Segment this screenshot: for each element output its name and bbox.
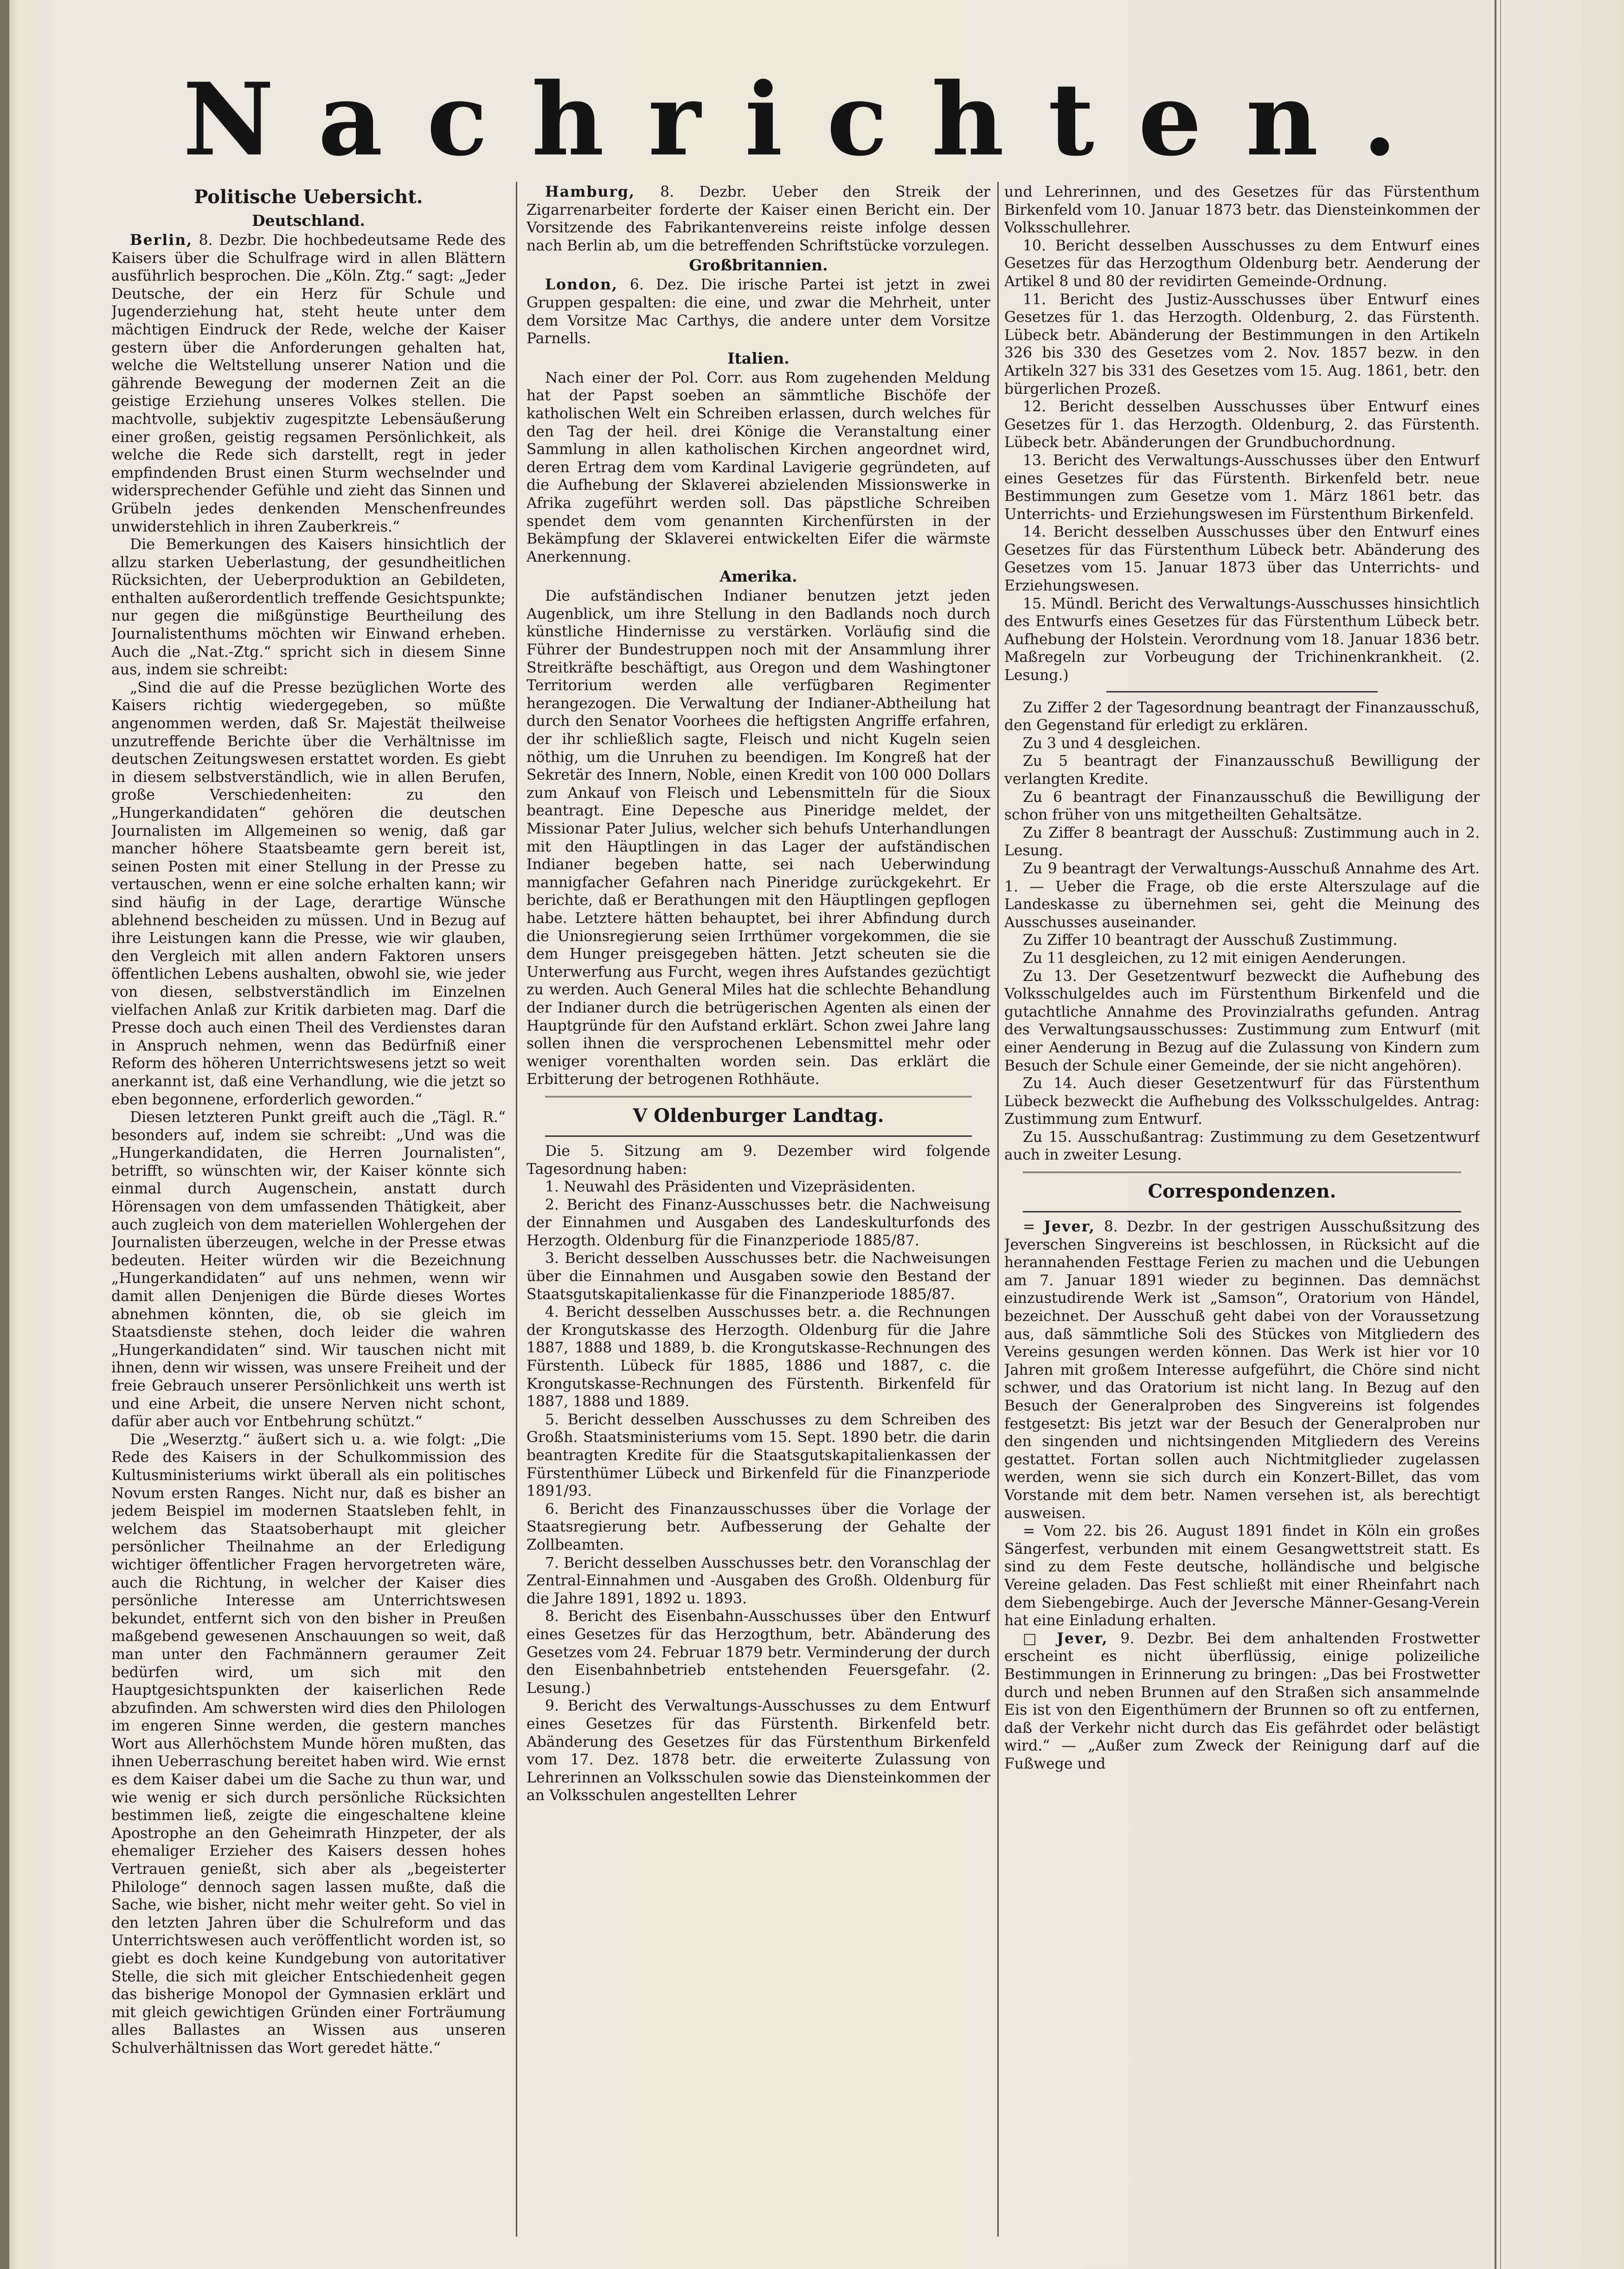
section-divider — [1023, 1211, 1461, 1212]
agenda-item: und Lehrerinnen, und des Gesetzes für das Fürstenthum Birkenfeld vom 10. Januar 1873 betr. das Diensteinkommen der Volksschullehrer. — [1004, 184, 1480, 237]
agenda-item: 3. Bericht desselben Ausschusses betr. die Nachweisungen über die Einnahmen und Ausgaben sowie den Bestand der Staatsgutskapitalienkasse für die Finanzperiode 1885/87. — [526, 1250, 990, 1303]
agenda-note: Zu 14. Auch dieser Gesetzentwurf für das Fürstenthum Lübeck bezweckt die Aufhebung des Volksschulgeldes. Antrag: Zustimmung zum Entwurf. — [1004, 1075, 1480, 1128]
agenda-note: Zu 9 beantragt der Verwaltungs-Ausschuß Annahme des Art. 1. — Ueber die Frage, ob die erste Alterszulage auf die Landeskasse zu übernehmen sei, geht die Meinung des Ausschusses auseinander. — [1004, 860, 1480, 931]
column-middle — [526, 183, 990, 2229]
page-border — [1495, 0, 1496, 2269]
dateline: Jever, — [1044, 1218, 1095, 1236]
section-heading: V Oldenburger Landtag. — [633, 1104, 884, 1127]
agenda-item: 1. Neuwahl des Präsidenten und Vizepräsidenten. — [545, 1179, 916, 1196]
country-heading: Amerika. — [719, 567, 797, 586]
agenda-item: 4. Bericht desselben Ausschusses betr. a. die Rechnungen der Krongutskasse des Herzogth. Oldenburg für die Jahre 1887, 1888 und 1889, b. die Krongutskasse-Rechnungen des Fürstenth. Lübeck für 1885, 1886 und 1887, c. die Krongutskasse-Rechnungen des Fürstenth. Birkenfeld für 1887, 1888 und 1889. — [526, 1304, 990, 1410]
agenda-note: Zu 15. Ausschußantrag: Zustimmung zu dem Gesetzentwurf auch in zweiter Lesung. — [1004, 1128, 1480, 1164]
agenda-note: Zu Ziffer 2 der Tagesordnung beantragt der Finanzausschuß, den Gegenstand für erledigt zu erklären. — [1004, 699, 1480, 734]
agenda-item: 9. Bericht des Verwaltungs-Ausschusses zu dem Entwurf eines Gesetzes für das Fürstenth. Birkenfeld betr. Abänderung des Gesetzes für das Fürstenthum Birkenfeld vom 17. Dez. 1878 betr. die erweiterte Zulassung von Lehrerinnen an Volksschulen sowie das Diensteinkommen der an Volksschulen angestellten Lehrer — [526, 1698, 990, 1804]
column-left — [111, 183, 506, 2229]
column-divider — [997, 182, 999, 2237]
agenda-item: 2. Bericht des Finanz-Ausschusses betr. die Nachweisung der Einnahmen und Ausgaben des Landeskulturfonds des Herzogth. Oldenburg für die Finanzperiode 1885/87. — [526, 1196, 990, 1249]
section-heading: Politische Uebersicht. — [194, 186, 423, 208]
column-right — [1004, 183, 1480, 2229]
agenda-note: Zu 11 desgleichen, zu 12 mit einigen Aenderungen. — [1023, 949, 1406, 967]
binding-spine — [0, 0, 9, 2269]
agenda-item: 8. Bericht des Eisenbahn-Ausschusses über den Entwurf eines Gesetzes für das Herzogthum, betr. Abänderung des Gesetzes vom 24. Februar 1879 betr. Verminderung der durch den Eisenbahnbetrieb entstehenden Feuersgefahr. (2. Lesung.) — [526, 1608, 990, 1697]
section-divider — [1023, 1172, 1461, 1174]
article-paragraph: Die Bemerkungen des Kaisers hinsichtlich der allzu starken Ueberlastung, der gesundheitlichen Rücksichten, der Ueberproduktion an Gebildeten, enthalten außerordentlich treffende Gesichtspunkte; nur gegen die mißgünstige Beurtheilung des Journalistenthums möchten wir Einwand erheben. Auch die „Nat.-Ztg.“ spricht sich in diesem Sinne aus, indem sie schreibt: — [111, 536, 506, 679]
dateline: Hamburg, — [545, 183, 635, 200]
article-paragraph: Die aufständischen Indianer benutzen jetzt jeden Augenblick, um ihre Stellung in den Badlands noch durch künstliche Hindernisse zu verstärken. Vorläufig sind die Führer der Bundestruppen noch mit der Ansammlung ihrer Streitkräfte beschäftigt, aus Oregon und dem Washingtoner Territorium werden alle verfügbaren Regimenter herangezogen. Die Verwaltung der Indianer-Abtheilung hat durch den Senator Voorhees die heftigsten Angriffe erfahren, der ihr schließlich sagte, Fleisch und nicht Kugeln seien nöthig, um die Unruhen zu beendigen. Im Kongreß hat der Sekretär des Innern, Noble, einen Kredit von 100 000 Dollars zum Ankauf von Fleisch und Lebensmitteln für die Sioux beantragt. Eine Depesche aus Pineridge meldet, der Missionar Pater Julius, welcher sich behufs Unterhandlungen mit den Häuptlingen in das Lager der aufständischen Indianer begeben hatte, sei nach Ueberwindung mannigfacher Gefahren nach Pineridge zurückgekehrt. Er berichte, daß er Berathungen mit den Häuptlingen gepflogen habe. Letztere hätten behauptet, bei ihrer Abfindung durch die Unionsregierung seien Irrthümer vorgekommen, die sie dem Hunger preisgegeben hätten. Jetzt scheuten sie die Unterwerfung aus Furcht, wegen ihres Aufstandes gezüchtigt zu werden. Auch General Miles hat die schlechte Behandlung der Indianer durch die betrügerischen Agenten als einen der Hauptgründe für den Aufstand erklärt. Schon zwei Jahre lang sollen ihnen die versprochenen Lebensmittel mehr oder weniger vorenthalten worden sein. Das erklärt die Erbitterung der betrogenen Rothhäute. — [526, 588, 990, 1088]
country-heading: Deutschland. — [252, 212, 365, 230]
article-paragraph: Diesen letzteren Punkt greift auch die „Tägl. R.“ besonders auf, indem sie schreibt: „Und was die „Hungerkandidaten, die Herren Journalisten“, betrifft, so wünschten wir, der Kaiser könnte sich einmal durch Augenschein, anstatt durch Hörensagen von dem umfassenden Thätigkeit, aber auch zugleich von dem materiellen Wohlergehen der Journalisten überzeugen, welche in der Presse etwas bedeuten. Heiter würden wir die Bezeichnung „Hungerkandidaten“ auf uns nehmen, wenn wir damit allen Denjenigen die Bürde dieses Wortes abnehmen könnten, die, ob sie gleich im Staatsdienste stehen, doch leider die wahren „Hungerkandidaten“ sind. Wir tauschen nicht mit ihnen, denn wir wissen, was unsere Freiheit und der freie Gebrauch unserer Persönlichkeit uns werth ist und eine Arbeit, die unsere Nerven nicht schont, dafür aber auch vor Entbehrung schützt.“ — [111, 1109, 506, 1430]
article-paragraph: Nach einer der Pol. Corr. aus Rom zugehenden Meldung hat der Papst soeben an sämmtliche Bischöfe der katholischen Welt ein Schreiben erlassen, durch welches für den Tag der heil. drei Könige die Veranstaltung einer Sammlung in allen katholischen Kirchen angeordnet wird, deren Ertrag dem vom Kardinal Lavigerie gegründeten, auf die Aufhebung der Sklaverei abzielenden Missionswerke in Afrika zugeführt werden soll. Das päpstliche Schreiben spendet dem vom genannten Kirchenfürsten in der Bekämpfung der Sklaverei entwickelten Eifer die wärmste Anerkennung. — [526, 369, 990, 565]
agenda-note: Zu 3 und 4 desgleichen. — [1023, 735, 1201, 752]
dateline: Berlin, — [130, 231, 193, 249]
article-paragraph: „Sind die auf die Presse bezüglichen Worte des Kaisers richtig wiedergegeben, so müßte angenommen werden, daß Sr. Majestät theilweise unzutreffende Berichte über die Verhältnisse im deutschen Zeitungswesen erstattet worden. Es giebt in diesem selbstverständlich, wie in allen Berufen, große Verschiedenheiten: zu den „Hungerkandidaten“ gehören die deutschen Journalisten im Allgemeinen so wenig, daß gar mancher höhere Staatsbeamte gern bereit ist, seinen Posten mit einer Stellung in der Presse zu vertauschen, wenn er eine solche erhalten kann; wir sind häufig in der Lage, derartige Wünsche ablehnend bescheiden zu müssen. Und in Bezug auf ihre Leistungen kann die Presse, wie wir glauben, den Vergleich mit allen andern Faktoren unsers öffentlichen Lebens aushalten, obwohl sie, wie jeder von diesen, selbstverständlich im Einzelnen vielfachen Anlaß zur Kritik darbieten mag. Darf die Presse doch auch einen Theil des Verdienstes daran in Anspruch nehmen, wenn das Bedürfniß einer Reform des höheren Unterrichtswesens jetzt so weit anerkannt ist, daß eine Verhandlung, wie die jetzt so eben begonnene, erforderlich geworden.“ — [111, 679, 506, 1108]
article-paragraph: Berlin, 8. Dezbr. Die hochbedeutsame Rede des Kaisers über die Schulfrage wird in allen Blättern ausführlich besprochen. Die „Köln. Ztg.“ sagt: „Jeder Deutsche, der ein Herz für Schule und Jugenderziehung hat, steht heute unter dem mächtigen Eindruck der Rede, welche der Kaiser gestern über die Anforderungen gehalten hat, welche die Weltstellung unserer Nation und die gährende Bewegung der modernen Zeit an die geistige Erziehung unseres Volkes stellen. Die machtvolle, subjektiv zugespitzte Lebensäußerung einer großen, geistig regsamen Persönlichkeit, als welche die Rede sich darstellt, regt in jeder empfindenden Brust einen Sturm wechselnder und widersprechender Gefühle und zieht das Sinnen und Grübeln jedes denkenden Menschenfreundes unwiderstehlich in ihren Zauberkreis.“ — [111, 231, 506, 535]
article-paragraph: Die 5. Sitzung am 9. Dezember wird folgende Tagesordnung haben: — [526, 1142, 990, 1178]
article-paragraph: Hamburg, 8. Dezbr. Ueber den Streik der Zigarrenarbeiter forderte der Kaiser einen Bericht ein. Der Vorsitzende des Fabrikantenvereins reiste infolge dessen nach Berlin ab, um die betreffenden Schriftstücke vorzulegen. — [526, 183, 990, 254]
agenda-note: Zu Ziffer 10 beantragt der Ausschuß Zustimmung. — [1023, 932, 1398, 949]
agenda-item: 5. Bericht desselben Ausschusses zu dem Schreiben des Großh. Staatsministeriums vom 15. Sept. 1890 betr. die darin beantragten Kredite für die Staatsgutskapitalienkassen der Fürstenthümer Lübeck und Birkenfeld für die Finanzperiode 1891/93. — [526, 1411, 990, 1500]
agenda-item: 12. Bericht desselben Ausschusses über Entwurf eines Gesetzes für 1. das Herzogth. Oldenburg, 2. das Fürstenth. Lübeck betr. Abänderungen der Grundbuchordnung. — [1004, 398, 1480, 451]
section-divider — [545, 1096, 972, 1098]
agenda-item: 15. Mündl. Bericht des Verwaltungs-Ausschusses hinsichtlich des Entwurfs eines Gesetzes für das Fürstenthum Lübeck betr. Aufhebung der Holstein. Verordnung vom 18. Januar 1836 betr. Maßregeln zur Vorbeugung der Trichinenkrankheit. (2. Lesung.) — [1004, 595, 1480, 684]
dateline: London, — [545, 276, 618, 294]
agenda-note: Zu Ziffer 8 beantragt der Ausschuß: Zustimmung auch in 2. Lesung. — [1004, 824, 1480, 859]
section-divider — [545, 1135, 972, 1137]
country-heading: Großbritannien. — [689, 256, 828, 275]
agenda-item: 13. Bericht des Verwaltungs-Ausschusses über den Entwurf eines Gesetzes für das Fürstenth. Birkenfeld betr. neue Bestimmungen zum Gesetze vom 1. März 1861 betr. das Unterrichts- und Erziehungswesen im Fürstenthum Birkenfeld. — [1004, 452, 1480, 523]
article-paragraph: London, 6. Dez. Die irische Partei ist jetzt in zwei Gruppen gespalten: die eine, und zwar die Mehrheit, unter dem Vorsitze Mac Carthys, die andere unter dem Vorsitze Parnells. — [526, 276, 990, 347]
country-heading: Italien. — [727, 349, 790, 367]
agenda-item: 6. Bericht des Finanzausschusses über die Vorlage der Staatsregierung betr. Aufbesserung der Gehalte der Zollbeamten. — [526, 1500, 990, 1553]
page-title: Nachrichten. — [183, 61, 1441, 178]
agenda-note: Zu 5 beantragt der Finanzausschuß Bewilligung der verlangten Kredite. — [1004, 753, 1480, 788]
agenda-item: 14. Bericht desselben Ausschusses über den Entwurf eines Gesetzes für das Fürstenthum Lübeck betr. Abänderung des Gesetzes vom 15. Januar 1873 über das Unterrichts- und Erziehungswesen. — [1004, 524, 1480, 595]
agenda-item: 11. Bericht des Justiz-Ausschusses über Entwurf eines Gesetzes für 1. das Herzogth. Oldenburg, 2. das Fürstenth. Lübeck betr. Abänderung der Bestimmungen in den Artikeln 326 bis 330 des Gesetzes vom 2. Nov. 1857 bezw. in den Artikeln 327 bis 331 des Gesetzes vom 15. Aug. 1861, betr. den bürgerlichen Prozeß. — [1004, 291, 1480, 397]
section-heading: Correspondenzen. — [1148, 1180, 1336, 1203]
dateline: Jever, — [1057, 1629, 1108, 1647]
article-paragraph: Die „Weserztg.“ äußert sich u. a. wie folgt: „Die Rede des Kaisers in der Schulkommission des Kultusministeriums wirkt überall als ein politisches Novum ersten Ranges. Nicht nur, daß es bisher an jedem Beispiel im modernen Staatsleben fehlt, in welchem das Staatsoberhaupt mit gleicher persönlicher Theilnahme an der Erledigung wichtiger öffentlicher Fragen hervorgetreten wäre, auch die Richtung, in welcher der Kaiser dies persönliche Interesse am Unterrichtswesen bekundet, entfernt sich von den bisher in Preußen maßgebend gewesenen Anschauungen so weit, daß man unter den Fachmännern geraumer Zeit bedürfen wird, um sich mit den Hauptgesichtspunkten der kaiserlichen Rede abzufinden. Am schwersten wird dies den Philologen im engeren Sinne werden, die gestern manches Wort aus Allerhöchstem Munde hören mußten, das ihnen Ueberraschung bereitet haben wird. Wie ernst es dem Kaiser dabei um die Sache zu thun war, und wie wenig er sich durch persönliche Rücksichten bestimmen ließ, zeigte die eingeschaltene kleine Apostrophe an den Geheimrath Hinzpeter, der als ehemaliger Erzieher des Kaisers dessen hohes Vertrauen genießt, sich aber als „begeisterter Philologe“ dennoch sagen lassen mußte, daß die Sache, wie bisher, nicht mehr weiter geht. So viel in den letzten Jahren über die Schulreform und das Unterrichtswesen auch veröffentlicht worden ist, so giebt es doch keine Kundgebung von autoritativer Stelle, die sich mit gleicher Entschiedenheit gegen das bisherige Monopol der Gymnasien erklärt und mit gleich gewichtigen Gründen einer Forträumung alles Ballastes an Wissen aus unseren Schulverhältnissen das Wort geredet hätte.“ — [111, 1431, 506, 2057]
article-paragraph: = Jever, 8. Dezbr. In der gestrigen Ausschußsitzung des Jeverschen Singvereins ist beschlossen, in Rücksicht auf die herannahenden Festtage Ferien zu machen und die Uebungen am 7. Januar 1891 wieder zu beginnen. Das demnächst einzustudirende Werk ist „Samson“, Oratorium von Händel, bezeichnet. Der Ausschuß geht dabei von der Voraussetzung aus, daß sämmtliche Soli des Stückes von Mitgliedern des Vereins gesungen werden können. Das Werk ist hier vor 10 Jahren mit großem Interesse aufgeführt, die Chöre sind nicht schwer, und das Oratorium ist nicht lang. In Bezug auf den Besuch der Generalproben des Singvereins ist folgendes festgesetzt: Bis jetzt war der Besuch der Generalproben nur den singenden und nichtsingenden Mitgliedern des Vereins gestattet. Fortan sollen auch Nichtmitglieder zugelassen werden, wenn sie sich durch ein Konzert-Billet, das vom Vorstande mit dem betr. Namen versehen ist, als berechtigt ausweisen. — [1004, 1218, 1480, 1522]
article-paragraph: □ Jever, 9. Dezbr. Bei dem anhaltenden Frostwetter erscheint es nicht überflüssig, einige polizeiliche Bestimmungen in Erinnerung zu bringen: „Das bei Frostwetter durch und neben Brunnen auf den Straßen sich ansammelnde Eis ist von den Eigenthümern der Brunnen so oft zu entfernen, daß der Verkehr nicht durch das Eis gefährdet oder belästigt wird.“ — „Außer zum Zweck der Reinigung darf auf die Fußwege und — [1004, 1629, 1480, 1772]
section-divider — [1106, 691, 1378, 692]
agenda-item: 7. Bericht desselben Ausschusses betr. den Voranschlag der Zentral-Einnahmen und -Ausgaben des Großh. Oldenburg für die Jahre 1891, 1892 u. 1893. — [526, 1554, 990, 1607]
page-border-inner — [1500, 0, 1501, 2269]
column-divider — [516, 182, 517, 2237]
agenda-note: Zu 6 beantragt der Finanzausschuß die Bewilligung der schon früher von uns mitgetheilten Gehaltsätze. — [1004, 788, 1480, 824]
article-paragraph: = Vom 22. bis 26. August 1891 findet in Köln ein großes Sängerfest, verbunden mit einem Gesangwettstreit statt. Es sind zu dem Feste deutsche, holländische und belgische Vereine geladen. Das Fest schließt mit einer Rheinfahrt nach dem Siebengebirge. Auch der Jeversche Männer-Gesang-Verein hat eine Einladung erhalten. — [1004, 1523, 1480, 1629]
agenda-note: Zu 13. Der Gesetzentwurf bezweckt die Aufhebung des Volksschulgeldes auch im Fürstenthum Birkenfeld und die gutachtliche Annahme des Provinzialraths gefunden. Antrag des Verwaltungsausschusses: Zustimmung zum Entwurf (mit einer Aenderung in Bezug auf die Zulassung von Kindern zum Besuch der Schule einer Gemeinde, der sie nicht angehören). — [1004, 968, 1480, 1074]
agenda-item: 10. Bericht desselben Ausschusses zu dem Entwurf eines Gesetzes für das Herzogthum Oldenburg betr. Aenderung der Artikel 8 und 80 der revidirten Gemeinde-Ordnung. — [1004, 237, 1480, 290]
